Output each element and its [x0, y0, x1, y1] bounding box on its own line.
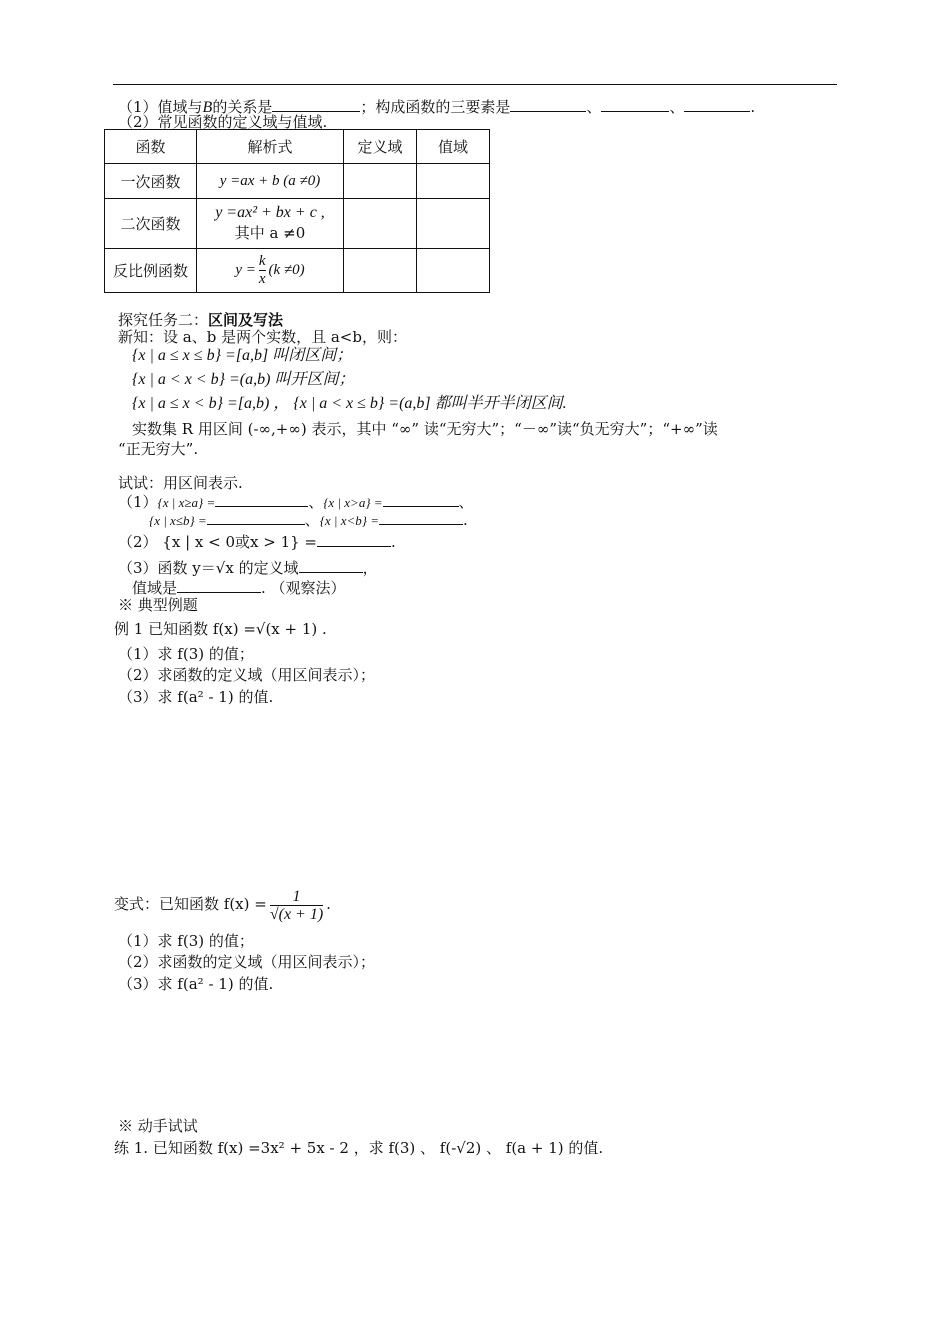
open-interval-line: {x | a < x < b} =(a,b) 叫开区间； — [132, 371, 355, 388]
q1-mid: 的关系是 — [212, 98, 273, 116]
inverse-numerator: k — [258, 253, 266, 269]
task2-heading — [118, 311, 283, 329]
row-inverse-formula — [197, 249, 344, 293]
example-1-statement: 例 1 已知函数 f(x) =√(x + 1) . — [114, 620, 327, 638]
variant-fraction — [270, 888, 323, 923]
table-header-row — [105, 130, 490, 164]
inverse-fraction — [259, 253, 266, 288]
function-table — [104, 129, 490, 293]
quadratic-formula-line-2: 其中 a ≠0 — [234, 224, 306, 242]
real-line-text-2: “正无穷大”. — [118, 440, 199, 458]
q1-b: B — [202, 99, 213, 116]
inverse-denominator: x — [258, 271, 266, 287]
trial-p1d-blank[interactable] — [379, 510, 463, 525]
trial-p1-line-2 — [149, 510, 468, 530]
q1-sep-1: 、 — [586, 98, 602, 116]
row-quadratic-domain-cell[interactable] — [344, 199, 417, 249]
q1-end: . — [750, 98, 756, 116]
row-inverse-name: 反比例函数 — [105, 249, 197, 293]
row-quadratic-formula — [197, 199, 344, 249]
half-open-interval-line: {x | a ≤ x < b} =[a,b) ， {x | a < x ≤ b} =(a,b] 都叫半开半闭区间. — [132, 395, 567, 412]
variant-numerator: 1 — [292, 887, 301, 905]
examples-heading: ※ 典型例题 — [118, 596, 198, 614]
variant-post: . — [326, 895, 331, 913]
header-function: 函数 — [105, 130, 197, 164]
variant-q1: （1）求 f(3) 的值； — [118, 932, 254, 950]
q1-blank-element-2[interactable] — [601, 97, 669, 112]
trial-p1d-set: {x | x<b} = — [319, 513, 379, 528]
row-linear-domain-cell[interactable] — [344, 164, 417, 199]
row-linear-name: 一次函数 — [105, 164, 197, 199]
trial-p3b-end: . （观察法） — [261, 579, 346, 597]
trial-p2-text: （2） {x | x < 0或x > 1} = — [118, 533, 317, 551]
trial-p1-sep-3: 、 — [304, 511, 320, 529]
real-line-text-1: 实数集 R 用区间 (-∞,+∞) 表示，其中 “∞” 读“无穷大”；“－∞”读“负无穷大”；“+∞”读 — [132, 420, 718, 438]
row-inverse-range-cell[interactable] — [417, 249, 490, 293]
trial-p2-line — [118, 532, 396, 551]
trial-p1a-set: {x | x≥a} = — [157, 495, 216, 510]
variant-pre: 变式：已知函数 f(x) = — [114, 895, 267, 913]
q1-prefix: （1）值域与 — [118, 98, 203, 116]
trial-p1-sep-1: 、 — [308, 493, 324, 511]
trial-p3-line — [118, 558, 378, 577]
variant-denominator: √(x + 1) — [269, 905, 324, 923]
task2-intro: 新知：设 a、b 是两个实数，且 a<b，则： — [118, 328, 407, 346]
table-row — [105, 249, 490, 293]
quadratic-formula-line-1: y =ax² + bx + c , — [215, 204, 325, 221]
trial-title: 试试：用区间表示. — [118, 474, 243, 492]
example-1-q2: （2）求函数的定义域（用区间表示）； — [118, 666, 376, 684]
trial-p1a-blank[interactable] — [215, 492, 308, 507]
example-1-q1: （1）求 f(3) 的值； — [118, 645, 254, 663]
inverse-formula-post: (k ≠0) — [268, 261, 305, 278]
trial-p2-blank[interactable] — [317, 532, 391, 547]
header-rule — [113, 84, 837, 85]
trial-p3b-text: 值域是 — [132, 579, 178, 597]
trial-p3b-line — [132, 578, 346, 597]
header-range: 值域 — [417, 130, 490, 164]
trial-p3-text: （3）函数 y＝√x 的定义域 — [118, 559, 299, 577]
trial-p1-label: （1） — [118, 493, 158, 511]
trial-p1-sep-2: 、 — [458, 493, 474, 511]
trial-p3-end: ， — [362, 559, 378, 577]
trial-p1c-set: {x | x≤b} = — [149, 513, 207, 528]
closed-interval-line: {x | a ≤ x ≤ b} =[a,b] 叫闭区间； — [132, 347, 353, 364]
row-linear-formula: y =ax + b (a ≠0) — [197, 164, 344, 199]
table-row — [105, 164, 490, 199]
practice-heading: ※ 动手试试 — [118, 1117, 198, 1135]
question-2-line: （2）常见函数的定义域与值域. — [118, 113, 328, 131]
variant-q3: （3）求 f(a² - 1) 的值. — [118, 975, 274, 993]
trial-p3-domain-blank[interactable] — [299, 558, 363, 573]
trial-p2-end: . — [391, 533, 396, 551]
q1-blank-relation[interactable] — [272, 97, 360, 112]
header-domain: 定义域 — [344, 130, 417, 164]
practice-1: 练 1. 已知函数 f(x) =3x² + 5x - 2 ，求 f(3) 、 f(-√2) 、 f(a + 1) 的值. — [114, 1139, 604, 1157]
example-1-q3: （3）求 f(a² - 1) 的值. — [118, 688, 274, 706]
row-quadratic-range-cell[interactable] — [417, 199, 490, 249]
table-row — [105, 199, 490, 249]
task2-title: 区间及写法 — [208, 311, 284, 329]
trial-p1b-blank[interactable] — [383, 492, 459, 507]
row-linear-range-cell[interactable] — [417, 164, 490, 199]
task2-label: 探究任务二： — [118, 311, 209, 329]
q1-blank-element-1[interactable] — [510, 97, 586, 112]
row-inverse-domain-cell[interactable] — [344, 249, 417, 293]
variant-statement — [114, 886, 331, 923]
trial-p1-end: . — [463, 511, 468, 529]
q1-blank-element-3[interactable] — [684, 97, 750, 112]
trial-p3-range-blank[interactable] — [177, 578, 261, 593]
header-formula: 解析式 — [197, 130, 344, 164]
variant-q2: （2）求函数的定义域（用区间表示）； — [118, 953, 376, 971]
trial-p1b-set: {x | x>a} = — [323, 495, 383, 510]
inverse-formula-pre: y = — [235, 261, 256, 278]
trial-p1c-blank[interactable] — [207, 510, 305, 525]
trial-p1-line-1 — [118, 492, 474, 512]
q1-sep-2: 、 — [669, 98, 685, 116]
q1-after: ；构成函数的三要素是 — [360, 98, 511, 116]
row-quadratic-name: 二次函数 — [105, 199, 197, 249]
